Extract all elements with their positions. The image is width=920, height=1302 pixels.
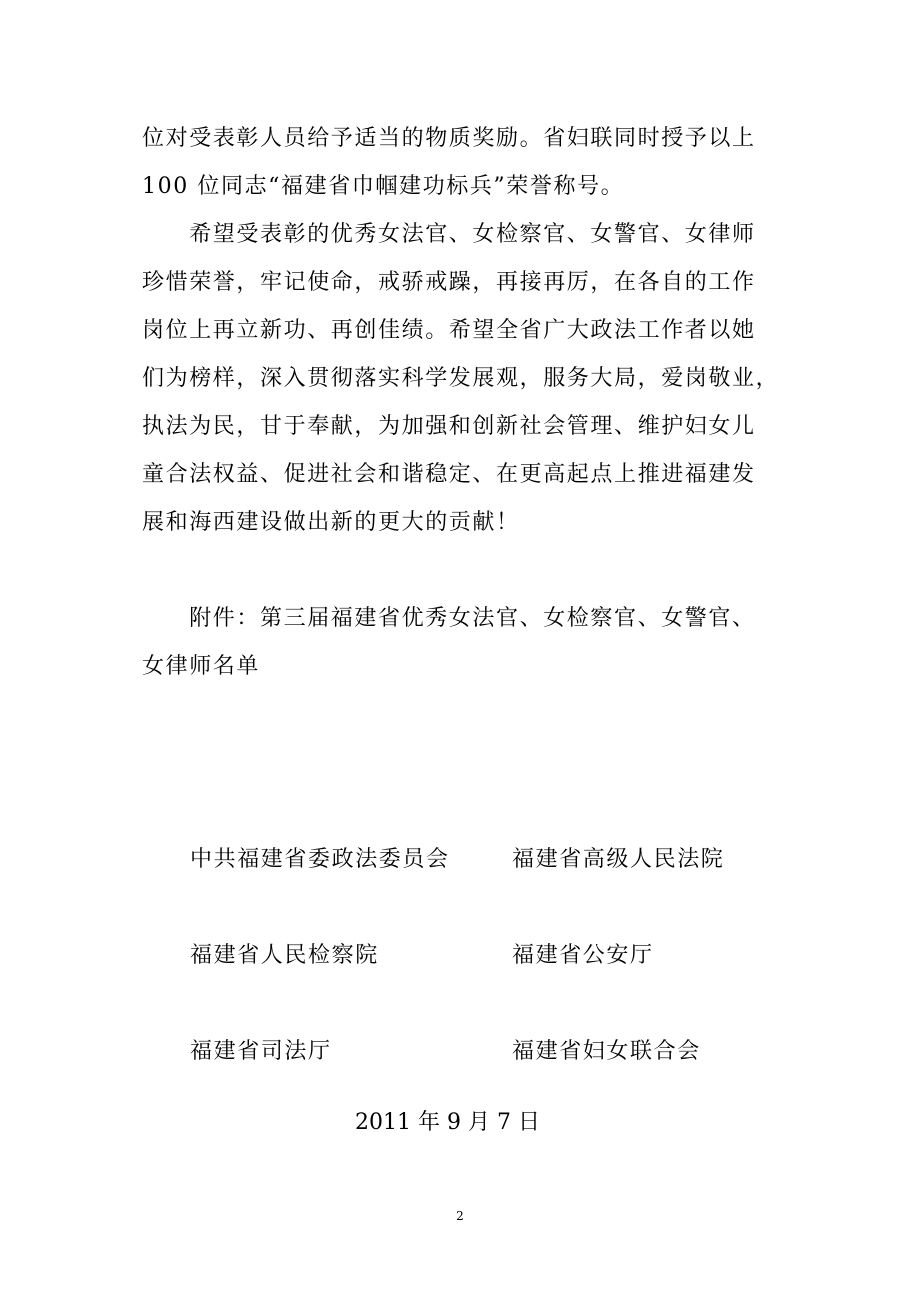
- body-line: 岗位上再立新功、再创佳绩。希望全省广大政法工作者以她: [142, 318, 756, 343]
- signer-name: 中共福建省委政法委员会: [190, 847, 450, 872]
- body-line: 展和海西建设做出新的更大的贡献！: [142, 510, 520, 535]
- body-line: 们为榜样，深入贯彻落实科学发展观，服务大局，爱岗敬业，: [142, 366, 780, 391]
- body-line: 珍惜荣誉，牢记使命，戒骄戒躁，再接再厉，在各自的工作: [142, 270, 756, 295]
- signer-name: 福建省人民检察院: [190, 943, 379, 968]
- signer-name: 福建省司法厅: [190, 1039, 332, 1064]
- issue-date: 2011 年 9 月 7 日: [355, 1110, 540, 1135]
- body-line: 执法为民，甘于奉献，为加强和创新社会管理、维护妇女儿: [142, 414, 756, 439]
- signer-name: 福建省高级人民法院: [512, 847, 725, 872]
- body-line: 100 位同志“福建省巾帼建功标兵”荣誉称号。: [142, 174, 625, 199]
- page-number: 2: [456, 1209, 464, 1223]
- attachment-line: 附件：第三届福建省优秀女法官、女检察官、女警官、: [142, 606, 756, 631]
- signer-name: 福建省妇女联合会: [512, 1039, 701, 1064]
- body-line: 希望受表彰的优秀女法官、女检察官、女警官、女律师: [142, 222, 756, 247]
- attachment-line: 女律师名单: [142, 654, 261, 679]
- signer-name: 福建省公安厅: [512, 943, 654, 968]
- body-line: 童合法权益、促进社会和谐稳定、在更高起点上推进福建发: [142, 462, 756, 487]
- body-line: 位对受表彰人员给予适当的物质奖励。省妇联同时授予以上: [142, 126, 756, 151]
